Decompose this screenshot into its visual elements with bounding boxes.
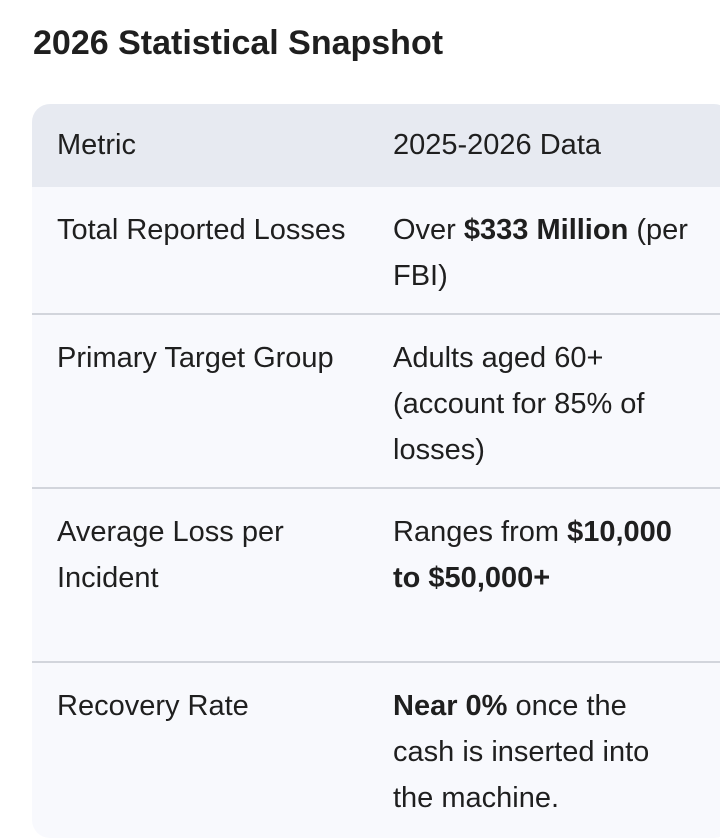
table-row [32,187,720,315]
data-text: Over [393,214,464,246]
metric-cell: Primary Target Group [57,342,334,374]
data-emphasis: Near 0% [393,690,508,722]
data-text: Adults aged 60+ (account for 85% of losses) [393,342,645,466]
page-title: 2026 Statistical Snapshot [33,24,444,62]
data-cell [393,335,693,473]
data-text: Ranges from [393,516,568,548]
data-cell [393,207,693,299]
table-header [32,104,720,187]
table-row [32,663,720,838]
data-emphasis: $333 Million [463,214,629,246]
data-text: once the cash is inserted into the machine. [393,690,650,814]
data-emphasis: $10,000 to $50,000+ [393,516,672,594]
column-header-metric: Metric [57,129,136,161]
data-cell [393,509,693,601]
statistics-table [32,104,720,838]
column-header-data: 2025-2026 Data [393,129,601,161]
metric-cell: Total Reported Losses [57,214,346,246]
table-row [32,489,720,663]
metric-cell: Recovery Rate [57,690,249,722]
metric-cell: Average Loss per Incident [57,516,284,594]
table-row [32,315,720,489]
data-cell [393,683,693,821]
data-text: (per FBI) [393,214,688,292]
